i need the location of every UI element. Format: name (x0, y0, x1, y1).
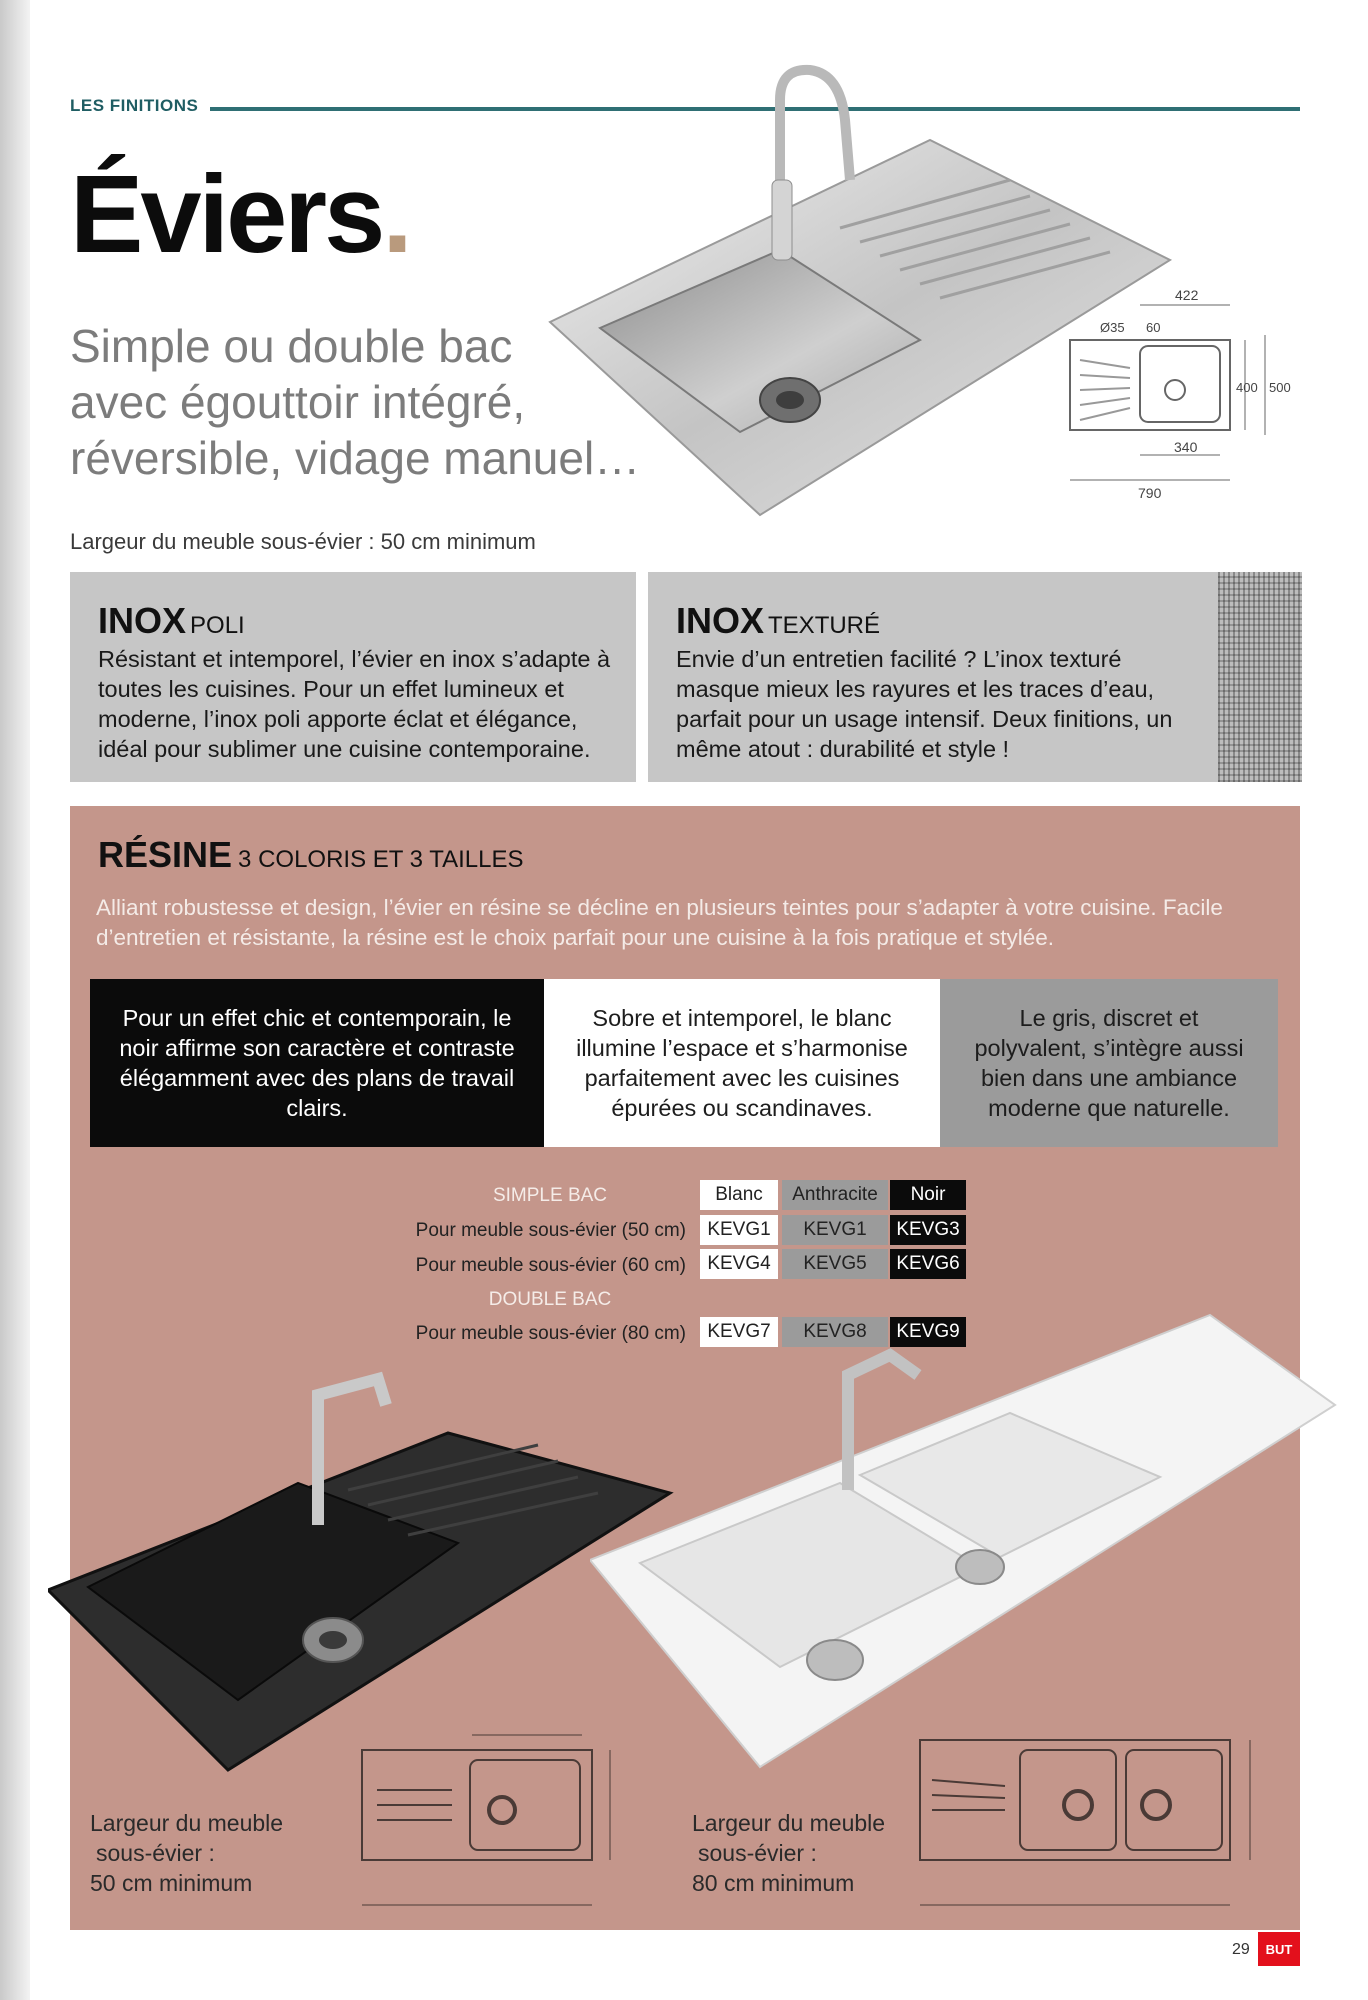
resine-subtitle: 3 COLORIS ET 3 TAILLES (238, 846, 524, 873)
inox-texture-heading (676, 600, 880, 642)
table-cell: KEVG7 (700, 1317, 778, 1347)
inox-texture-title: INOX (676, 600, 765, 641)
simple-bac-label: SIMPLE BAC (492, 1185, 608, 1206)
resine-title: RÉSINE (98, 834, 233, 875)
dim-label: 400 (1236, 380, 1258, 395)
col-header-anthracite: Anthracite (782, 1180, 888, 1210)
row-label: Pour meuble sous-évier (50 cm) (415, 1220, 686, 1241)
color-box-gris: Le gris, discret et polyvalent, s’intègre aussi bien dans une ambiance moderne que naturelle. (940, 979, 1278, 1147)
row-label: Pour meuble sous-évier (60 cm) (415, 1255, 686, 1276)
page-title (70, 153, 410, 276)
texture-swatch (1218, 572, 1302, 782)
col-header-blanc: Blanc (700, 1180, 778, 1210)
width-note: Largeur du meuble sous-évier : 50 cm minimum (70, 529, 536, 554)
row-label: Pour meuble sous-évier (80 cm) (415, 1323, 686, 1344)
resine-text: Alliant robustesse et design, l’évier en résine se décline en plusieurs teintes pour s’adapter à votre cuisine. Facile d’entretien et résistante, la résine est le choix parfait pour une cuisine à la fois pratique et stylée. (96, 895, 1223, 950)
dim-label: 60 (1146, 320, 1161, 335)
simple-bac-drawing (352, 1720, 662, 1920)
note-line: 50 cm minimum (90, 1870, 253, 1896)
table-cell: KEVG9 (890, 1317, 966, 1347)
table-cell: KEVG5 (782, 1249, 888, 1279)
inox-texture-text: Envie d’un entretien facilité ? L’inox texturé masque mieux les rayures et les traces d’eau, parfait pour un usage intensif. Deux finitions, un même atout : durabilité et style ! (676, 646, 1173, 762)
table-cell: KEVG3 (890, 1215, 966, 1245)
inox-poli-subtitle: POLI (190, 612, 245, 639)
inox-texture-box (648, 572, 1218, 782)
section-label: LES FINITIONS (70, 96, 199, 115)
table-cell: KEVG1 (782, 1215, 888, 1245)
dim-label: Ø35 (1100, 320, 1125, 335)
inox-poli-heading (98, 600, 245, 642)
dim-label: 422 (1175, 287, 1199, 303)
subtitle-line: avec égouttoir intégré, (70, 376, 526, 428)
brand-logo: BUT (1258, 1932, 1300, 1966)
white-resin-sink-photo (590, 1305, 1340, 1775)
dim-label: 790 (1138, 485, 1162, 501)
inox-poli-box (70, 572, 636, 782)
dim-label: 500 (1269, 380, 1291, 395)
table-cell: KEVG4 (700, 1249, 778, 1279)
table-cell: KEVG6 (890, 1249, 966, 1279)
col-header-noir: Noir (890, 1180, 966, 1210)
note-double-bac (692, 1808, 885, 1898)
title-dot: . (382, 153, 410, 276)
page-number: 29 (1232, 1941, 1250, 1958)
table-cell: KEVG1 (700, 1215, 778, 1245)
dim-label: 340 (1174, 439, 1198, 455)
subtitle-line: Simple ou double bac (70, 320, 513, 372)
note-line: sous-évier : (698, 1840, 817, 1866)
color-box-noir: Pour un effet chic et contemporain, le noir affirme son caractère et contraste élégamment avec des plans de travail clairs. (90, 979, 544, 1147)
page-gutter (0, 0, 30, 2000)
inox-poli-text: Résistant et intemporel, l’évier en inox s’adapte à toutes les cuisines. Pour un effet lumineux et moderne, l’inox poli apporte éclat et élégance, idéal pour sublimer une cuisine contemporaine. (98, 646, 611, 762)
subtitle-line: réversible, vidage manuel… (70, 432, 641, 484)
note-line: 80 cm minimum (692, 1870, 855, 1896)
inox-poli-title: INOX (98, 600, 187, 641)
resine-heading (98, 834, 524, 876)
color-box-blanc: Sobre et intemporel, le blanc illumine l’espace et s’harmonise parfaitement avec les cuisines épurées ou scandinaves. (544, 979, 940, 1147)
note-line: Largeur du meuble (692, 1810, 886, 1836)
note-simple-bac (90, 1808, 283, 1898)
double-bac-drawing (910, 1720, 1290, 1920)
sink-technical-drawing (1060, 280, 1310, 510)
title-text: Éviers (70, 153, 383, 276)
inox-texture-subtitle: TEXTURÉ (768, 612, 881, 639)
note-line: Largeur du meuble (90, 1810, 284, 1836)
note-line: sous-évier : (96, 1840, 215, 1866)
table-cell: KEVG8 (782, 1317, 888, 1347)
double-bac-label: DOUBLE BAC (488, 1289, 612, 1310)
